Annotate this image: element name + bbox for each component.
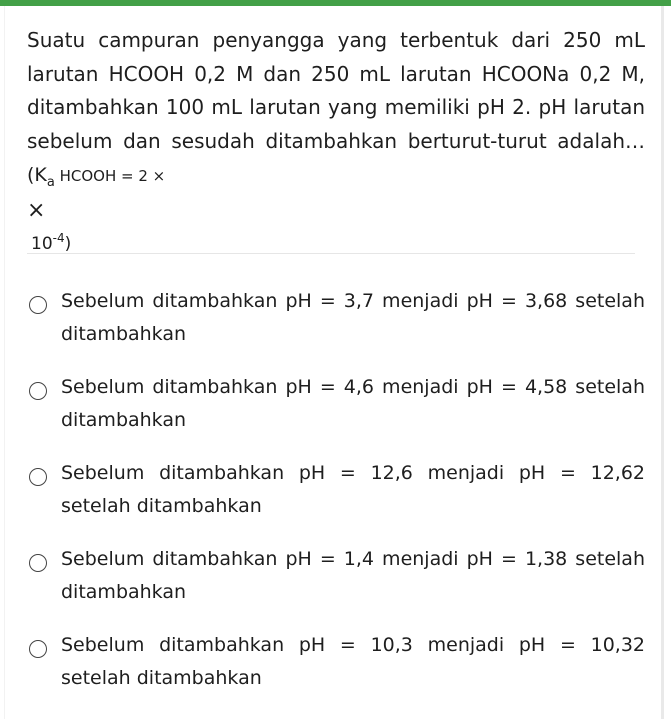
radio-button[interactable] — [29, 296, 47, 314]
radio-button[interactable] — [29, 468, 47, 486]
answer-option-4[interactable] — [27, 543, 645, 629]
power-expression — [27, 227, 645, 261]
divider — [27, 253, 635, 254]
question-text — [27, 24, 645, 261]
answer-option-label: Sebelum ditambahkan pH = 1,4 menjadi pH = 1,38 setelah ditambahkan — [61, 548, 645, 603]
answer-option-5[interactable] — [27, 629, 645, 715]
answer-option-2[interactable] — [27, 371, 645, 457]
question-body: Suatu campuran penyangga yang terbentuk dari 250 mL larutan HCOOH 0,2 M dan 250 mL larutan HCOONa 0,2 M, ditambahkan 100 mL larutan yang memiliki pH 2. pH larutan sebelum dan sesudah ditambahkan berturut-turut adalah… — [27, 28, 645, 153]
power-base: 10 — [31, 233, 53, 254]
answer-option-label: Sebelum ditambahkan pH = 4,6 menjadi pH = 4,58 setelah ditambahkan — [61, 376, 645, 431]
close-paren: ) — [64, 233, 72, 254]
ka-subscript: a — [46, 175, 55, 190]
times-symbol: × — [27, 197, 46, 223]
radio-button[interactable] — [29, 640, 47, 658]
question-card — [4, 6, 664, 719]
answer-option-3[interactable] — [27, 457, 645, 543]
answer-option-1[interactable] — [27, 285, 645, 371]
answer-option-label: Sebelum ditambahkan pH = 10,3 menjadi pH = 10,32 setelah ditambahkan — [61, 634, 645, 689]
radio-button[interactable] — [29, 554, 47, 572]
answer-option-label: Sebelum ditambahkan pH = 3,7 menjadi pH = 3,68 setelah ditambahkan — [61, 290, 645, 345]
answer-option-label: Sebelum ditambahkan pH = 12,6 menjadi pH = 12,62 setelah ditambahkan — [61, 462, 645, 517]
power-exponent: -4 — [52, 230, 65, 245]
answer-options — [27, 285, 645, 715]
radio-button[interactable] — [29, 382, 47, 400]
ka-open: (K — [27, 164, 47, 186]
ka-expression: HCOOH = 2 × — [54, 167, 166, 185]
